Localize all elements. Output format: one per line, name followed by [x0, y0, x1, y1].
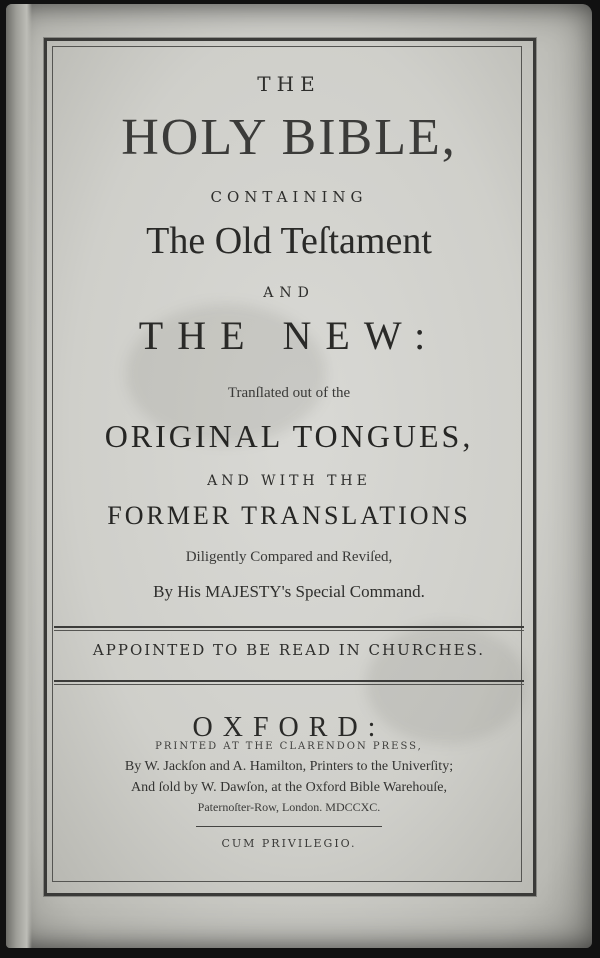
title-former-translations: FORMER TRANSLATIONS — [107, 501, 471, 530]
title-original-tongues: ORIGINAL TONGUES, — [104, 418, 474, 454]
divider-rule — [54, 680, 524, 682]
imprint-sold-by: And ſold by W. Dawſon, at the Oxford Bible Warehouſe, — [131, 780, 447, 795]
book-spine-shadow — [6, 4, 32, 948]
divider-rule — [54, 626, 524, 628]
imprint-city: OXFORD: — [192, 712, 386, 743]
title-containing: CONTAINING — [210, 188, 368, 206]
title-majesty-command: By His MAJESTY's Special Command. — [153, 582, 425, 601]
imprint-printed-at: PRINTED AT THE CLARENDON PRESS, — [155, 741, 423, 752]
appointed-notice: APPOINTED TO BE READ IN CHURCHES. — [92, 641, 486, 659]
inner-border-frame — [52, 46, 522, 882]
title-old-testament: The Old Teſtament — [146, 220, 432, 262]
short-rule — [196, 826, 382, 827]
divider-rule — [54, 630, 524, 631]
imprint-paternoster-row: Paternoſter-Row, London. MDCCXC. — [197, 800, 381, 814]
title-and: AND — [263, 285, 315, 301]
divider-rule — [54, 684, 524, 685]
title-diligently-compared: Diligently Compared and Reviſed, — [185, 549, 393, 565]
cum-privilegio: CUM PRIVILEGIO. — [221, 837, 357, 850]
title-holy-bible: HOLY BIBLE, — [121, 109, 457, 166]
title-the: THE — [257, 72, 321, 96]
title-and-with-the: AND WITH THE — [207, 473, 371, 489]
imprint-printers: By W. Jackſon and A. Hamilton, Printers to the Univerſity; — [124, 759, 454, 774]
title-translated-out-of: Tranſlated out of the — [227, 385, 351, 401]
title-the-new: THE NEW: — [138, 313, 440, 358]
